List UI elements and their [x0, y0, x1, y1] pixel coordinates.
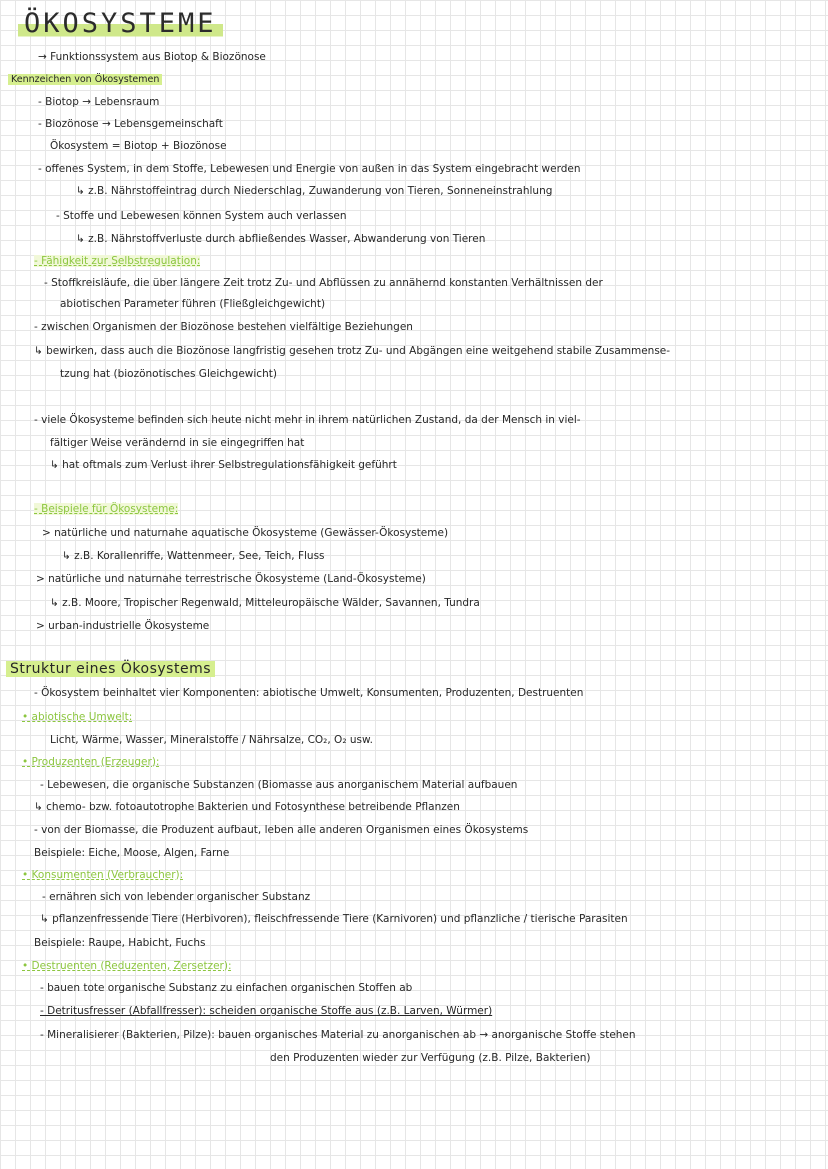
note-line: den Produzenten wieder zur Verfügung (z.B. Pilze, Bakterien) [270, 1052, 591, 1064]
note-line: - Biotop → Lebensraum [38, 96, 160, 108]
subheading-produzenten: • Produzenten (Erzeuger): [22, 756, 160, 768]
note-line: ↳ bewirken, dass auch die Biozönose langfristig gesehen trotz Zu- und Abgängen eine weitgehend stabile Zusammense- [34, 345, 671, 357]
note-line: ↳ z.B. Moore, Tropischer Regenwald, Mitteleuropäische Wälder, Savannen, Tundra [50, 597, 480, 609]
note-line: ↳ pflanzenfressende Tiere (Herbivoren), fleischfressende Tiere (Karnivoren) und pflanzliche / tierische Parasiten [40, 913, 628, 925]
note-line: fältiger Weise verändernd in sie eingegriffen hat [50, 437, 305, 449]
note-line: > natürliche und naturnahe terrestrische Ökosysteme (Land-Ökosysteme) [36, 573, 426, 585]
note-line: - Stoffkreisläufe, die über längere Zeit trotz Zu- und Abflüssen zu annähernd konstanten Verhältnissen der [44, 277, 603, 289]
note-line: ↳ z.B. Nährstoffverluste durch abfließendes Wasser, Abwanderung von Tieren [76, 233, 486, 245]
note-line: Ökosystem = Biotop + Biozönose [50, 140, 227, 152]
subheading-abiotische-umwelt: • abiotische Umwelt: [22, 711, 133, 723]
note-line: Beispiele: Eiche, Moose, Algen, Farne [34, 847, 230, 859]
note-line: > urban-industrielle Ökosysteme [36, 620, 210, 632]
note-line: - viele Ökosysteme befinden sich heute nicht mehr in ihrem natürlichen Zustand, da der Mensch in viel- [34, 414, 581, 426]
subheading-selbstregulation: - Fähigkeit zur Selbstregulation: [34, 255, 201, 267]
note-line: - offenes System, in dem Stoffe, Lebewesen und Energie von außen in das System eingebracht werden [38, 163, 581, 175]
subheading-destruenten: • Destruenten (Reduzenten, Zersetzer): [22, 960, 232, 972]
note-line: - Lebewesen, die organische Substanzen (Biomasse aus anorganischem Material aufbauen [40, 779, 518, 791]
subheading-beispiele: - Beispiele für Ökosysteme: [34, 503, 179, 515]
note-line: - von der Biomasse, die Produzent aufbaut, leben alle anderen Organismen eines Ökosystems [34, 824, 529, 836]
note-line: - ernähren sich von lebender organischer Substanz [42, 891, 311, 903]
note-line: - Detritusfresser (Abfallfresser): scheiden organische Stoffe aus (z.B. Larven, Würmer) [40, 1005, 493, 1017]
note-line: - Biozönose → Lebensgemeinschaft [38, 118, 223, 130]
note-line: Licht, Wärme, Wasser, Mineralstoffe / Nährsalze, CO₂, O₂ usw. [50, 734, 373, 746]
note-line: tzung hat (biozönotisches Gleichgewicht) [60, 368, 277, 380]
page-title: ÖKOSYSTEME [18, 8, 223, 39]
note-line: - zwischen Organismen der Biozönose bestehen vielfältige Beziehungen [34, 321, 413, 333]
section-heading-struktur: Struktur eines Ökosystems [6, 661, 215, 677]
subheading-konsumenten: • Konsumenten (Verbraucher): [22, 869, 184, 881]
section-heading-kennzeichen: Kennzeichen von Ökosystemen [8, 74, 162, 85]
note-line: - bauen tote organische Substanz zu einfachen organischen Stoffen ab [40, 982, 413, 994]
note-line: ↳ chemo- bzw. fotoautotrophe Bakterien und Fotosynthese betreibende Pflanzen [34, 801, 460, 813]
note-line: Beispiele: Raupe, Habicht, Fuchs [34, 937, 206, 949]
note-line: - Stoffe und Lebewesen können System auch verlassen [56, 210, 347, 222]
note-line: ↳ z.B. Nährstoffeintrag durch Niederschlag, Zuwanderung von Tieren, Sonneneinstrahlung [76, 185, 553, 197]
definition-line: → Funktionssystem aus Biotop & Biozönose [38, 51, 266, 63]
note-line: - Mineralisierer (Bakterien, Pilze): bauen organisches Material zu anorganischen ab → anorganische Stoffe stehen [40, 1029, 636, 1041]
note-line: ↳ z.B. Korallenriffe, Wattenmeer, See, Teich, Fluss [62, 550, 325, 562]
note-line: ↳ hat oftmals zum Verlust ihrer Selbstregulationsfähigkeit geführt [50, 459, 397, 471]
note-line: - Ökosystem beinhaltet vier Komponenten: abiotische Umwelt, Konsumenten, Produzenten, Destruenten [34, 687, 584, 699]
note-line: abiotischen Parameter führen (Fließgleichgewicht) [60, 298, 326, 310]
note-line: > natürliche und naturnahe aquatische Ökosysteme (Gewässer-Ökosysteme) [42, 527, 449, 539]
